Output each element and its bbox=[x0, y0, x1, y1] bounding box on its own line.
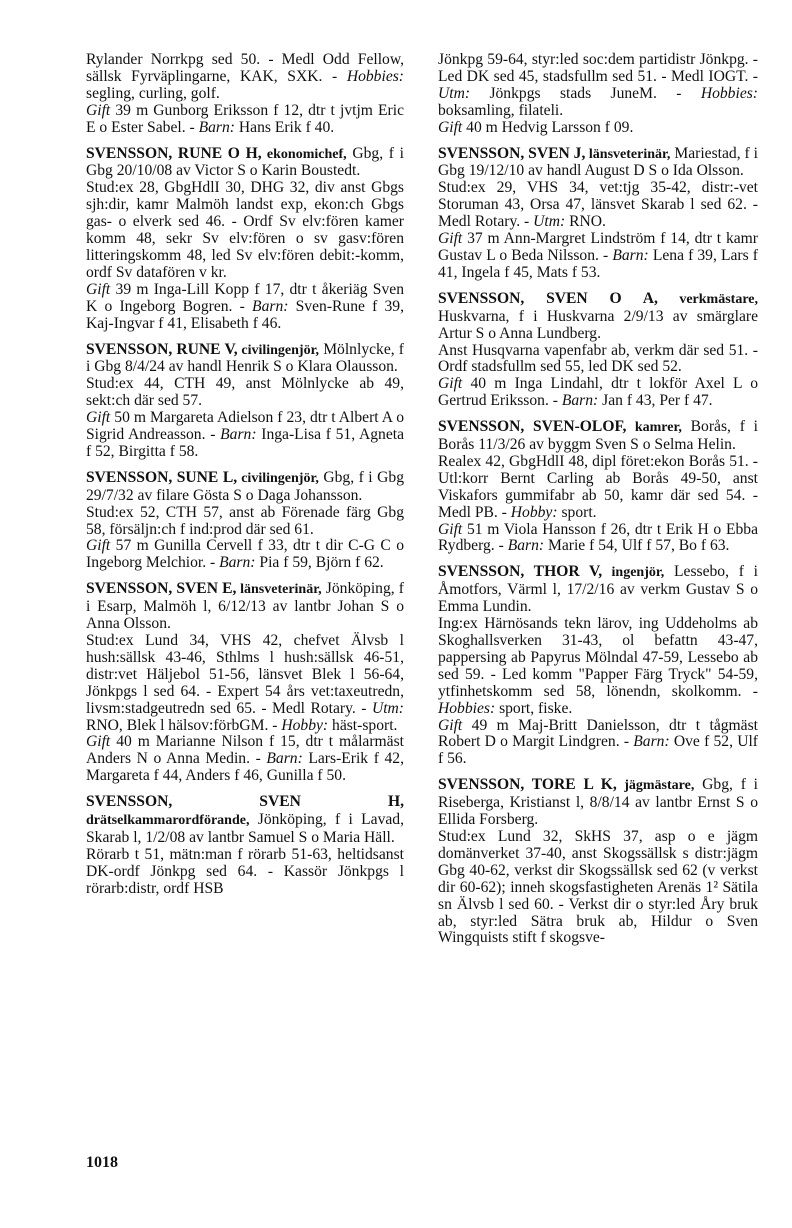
entry-name: SVENSSON, SVEN J, bbox=[438, 144, 586, 162]
barn-label: Barn: bbox=[219, 554, 256, 572]
entry-birth: Jönköping, f i Lavad, Skarab l, 1/2/08 av lantbr Samuel S o Maria Häll. bbox=[86, 811, 404, 846]
gift-label: Gift bbox=[86, 733, 111, 751]
entry-career: Stud:ex 44, CTH 49, anst Mölnlycke ab 49, sekt:ch där sed 57. bbox=[86, 375, 404, 410]
left-column bbox=[86, 52, 404, 907]
gift-text: 40 m Hedvig Larsson f 09. bbox=[462, 118, 634, 136]
entry-name: SVENSSON, SVEN O A, bbox=[438, 289, 658, 307]
utm-label: Utm: bbox=[438, 84, 471, 102]
entry-career: Stud:ex 29, VHS 34, vet:tjg 35-42, distr:-vet Storuman 43, Orsa 47, länsvet Skarab l sed 62. - Medl Rotary. - bbox=[438, 179, 758, 231]
entry-birth: Gbg, f i Gbg 20/10/08 av Victor S o Karin Boustedt. bbox=[86, 144, 404, 180]
entry-birth: Jönköping, f i Esarp, Malmöh l, 6/12/13 av lantbr Johan S o Anna Olsson. bbox=[86, 580, 404, 633]
page-number: 1018 bbox=[86, 1154, 118, 1171]
gift-text: 37 m Ann-Margret Lindström f 14, dtr t kamr Gustav L o Beda Nilsson. - bbox=[438, 230, 758, 264]
entry-career: Realex 42, GbgHdlI 48, dipl föret:ekon Borås 51. - Utl:korr Bernt Carling ab Borås 49-50, anst Viskafors gummifabr ab 50, kamr där sed 54. - Medl PB. - bbox=[438, 452, 758, 521]
entry-sven-j bbox=[438, 146, 758, 282]
barn-text: Lena f 39, Lars f 41, Ingela f 45, Mats f 53. bbox=[438, 246, 758, 281]
gift-label: Gift bbox=[438, 375, 463, 393]
utm-label: Utm: bbox=[371, 699, 404, 717]
entry-birth: Gbg, f i Gbg 29/7/32 av filare Gösta S o Daga Johansson. bbox=[86, 468, 404, 504]
entry-name: SVENSSON, SVEN H, bbox=[86, 793, 404, 811]
entry-sven-h bbox=[86, 794, 404, 897]
barn-label: Barn: bbox=[633, 733, 670, 751]
gift-label: Gift bbox=[86, 101, 111, 119]
utm-text: Jönkpgs stads JuneM. - bbox=[470, 84, 701, 102]
barn-text: Sven-Rune f 39, Kaj-Ingvar f 41, Elisabeth f 46. bbox=[86, 297, 404, 332]
barn-text: Lars-Erik f 42, Margareta f 44, Anders f 46, Gunilla f 50. bbox=[86, 750, 404, 785]
entry-title: länsveterinär, bbox=[236, 582, 322, 598]
barn-text: Marie f 54, Ulf f 57, Bo f 63. bbox=[544, 537, 730, 555]
entry-title: civilingenjör, bbox=[237, 342, 320, 358]
entry-name: SVENSSON, SVEN-OLOF, bbox=[438, 418, 627, 436]
entry-birth: Lessebo, f i Åmotfors, Värml l, 17/2/16 av verkm Gustav S o Emma Lundin. bbox=[438, 563, 758, 616]
gift-text: 40 m Inga Lindahl, dtr t lokför Axel L o Gertrud Eriksson. - bbox=[438, 375, 758, 410]
entry-birth: Mariestad, f i Gbg 19/12/10 av handl August D S o Ida Olsson. bbox=[438, 144, 758, 180]
entry-career: Stud:ex Lund 34, VHS 42, chefvet Älvsb l hush:sällsk 43-46, Sthlms l hush:sällsk 46-51, distr:vet Häljebol 51-56, länsvet Blek l 56-64, Jönkpgs l sed 64. - Expert 54 års vet:taxeutredn, livsm:stadgeutredn sed 65. - Medl Rotary. - bbox=[86, 632, 404, 717]
gift-label: Gift bbox=[438, 520, 463, 538]
gift-text: 51 m Viola Hansson f 26, dtr t Erik H o Ebba Rydberg. - bbox=[438, 520, 758, 555]
hobby-text: sport. bbox=[557, 503, 597, 521]
entry-title: verkmästare, bbox=[657, 291, 758, 307]
entry-career: Stud:ex 28, GbgHdlI 30, DHG 32, div anst Gbgs sjh:dir, kamr Malmöh landst exp, ekon:ch Gbgs gas- o elverk sed 46. - Ordf Sv elv:fören kamer komm 48, sekr Sv elv:fören o sv gasv:fören litteringskomm 48, led Sv elv:fören debit:-komm, ordf Sv datafören v kr. bbox=[86, 179, 404, 281]
entry-title: civilingenjör, bbox=[237, 470, 319, 486]
entry-title: ekonomichef, bbox=[261, 146, 347, 162]
hobby-text: häst-sport. bbox=[328, 716, 398, 734]
entry-title: jägmästare, bbox=[616, 778, 695, 794]
barn-label: Barn: bbox=[198, 118, 235, 136]
hobbies-label: Hobbies: bbox=[700, 84, 758, 102]
entry-title: drätselkammarordförande, bbox=[86, 813, 250, 829]
entry-tore-l-k bbox=[438, 777, 758, 947]
entry-career: Ing:ex Härnösands tekn lärov, ing Uddeholms ab Skoghallsverken 31-43, ol befattn 43-47, pappersing ab Papyrus Mölndal 47-59, Lessebo ab sed 59. - Led komm "Papper Färg Tryck" 54-59, ytfinhetskomm sed 58, lönendn, skolkomm. - bbox=[438, 615, 758, 700]
entry-text: Jönkpg 59-64, styr:led soc:dem partidistr Jönkpg. - Led DK sed 45, stadsfullm sed 51. - Medl IOGT. - bbox=[438, 51, 758, 85]
gift-text: 39 m Gunborg Eriksson f 12, dtr t jvtjm Eric E o Ester Sabel. - bbox=[86, 101, 404, 136]
gift-label: Gift bbox=[86, 537, 111, 555]
gift-text: 49 m Maj-Britt Danielsson, dtr t tågmäst Robert D o Margit Lindgren. - bbox=[438, 716, 758, 751]
gift-text: 39 m Inga-Lill Kopp f 17, dtr t åkeriäg Sven K o Ingeborg Bogren. - bbox=[86, 280, 404, 315]
entry-thor-v bbox=[438, 564, 758, 768]
entry-birth: Borås, f i Borås 11/3/26 av byggm Sven S o Selma Helin. bbox=[438, 418, 759, 454]
barn-text: Ove f 52, Ulf f 56. bbox=[438, 733, 758, 768]
entry-name: SVENSSON, SVEN E, bbox=[86, 580, 237, 598]
hobbies-label: Hobbies: bbox=[346, 67, 404, 85]
gift-label: Gift bbox=[438, 118, 463, 136]
entry-career: Stud:ex 52, CTH 57, anst ab Förenade färg Gbg 58, försäljn:ch f ind:prod där sed 61. bbox=[86, 503, 404, 538]
barn-label: Barn: bbox=[612, 246, 649, 264]
utm-text: RNO, Blek l hälsov:förbGM. - bbox=[86, 716, 282, 734]
gift-label: Gift bbox=[438, 716, 463, 734]
entry-birth: Huskvarna, f i Huskvarna 2/9/13 av smärglare Artur S o Anna Lundberg. bbox=[438, 307, 758, 342]
entry-birth: Mölnlycke, f i Gbg 8/4/24 av handl Henrik S o Klara Olausson. bbox=[86, 340, 404, 376]
hobby-label: Hobby: bbox=[510, 503, 558, 521]
barn-label: Barn: bbox=[252, 297, 289, 315]
entry-name: SVENSSON, TORE L K, bbox=[438, 776, 617, 794]
hobbies-label: Hobbies: bbox=[438, 699, 496, 717]
entry-name: SVENSSON, THOR V, bbox=[438, 563, 603, 581]
hobbies-text: sport, fiske. bbox=[495, 699, 573, 717]
entry-text: Rylander Norrkpg sed 50. - Medl Odd Fellow, sällsk Fyrväplingarne, KAK, SXK. - bbox=[86, 51, 404, 85]
entry-title: kamrer, bbox=[626, 420, 682, 436]
barn-label: Barn: bbox=[561, 392, 599, 410]
entry-name: SVENSSON, RUNE V, bbox=[86, 340, 238, 358]
gift-label: Gift bbox=[86, 409, 111, 427]
barn-label: Barn: bbox=[266, 750, 303, 768]
entry-career: Rörarb t 51, mätn:man f rörarb 51-63, heltidsanst DK-ordf Jönkpg sed 64. - Kassör Jönkpgs l rörarb:distr, ordf HSB bbox=[86, 845, 404, 897]
entry-title: länsveterinär, bbox=[585, 146, 671, 162]
gift-text: 57 m Gunilla Cervell f 33, dtr t dir C-G C o Ingeborg Melchior. - bbox=[86, 537, 404, 572]
entry-birth: Gbg, f i Riseberga, Kristianst l, 8/8/14 av lantbr Ernst S o Ellida Forsberg. bbox=[438, 776, 759, 829]
gift-label: Gift bbox=[438, 230, 463, 248]
entry-sven-e bbox=[86, 581, 404, 785]
entry-career: Stud:ex Lund 32, SkHS 37, asp o e jägm domänverket 37-40, anst Skogssällsk s distr:jägm Gbg 40-62, verkst dir Skogssällsk sed 62 (v verkst dir 60-62); inneh skogsfastigheten Arenäs 1² Sätila sn Älvsb l sed 60. - Verkst dir o styr:led Åry bruk ab, styr:led Sätra bruk ab, Hildur o Sven Wingquists stift f skogsve- bbox=[438, 827, 758, 947]
hobbies-text: segling, curling, golf. bbox=[86, 84, 220, 102]
entry-sven-olof bbox=[438, 419, 758, 555]
entry-rune-v bbox=[86, 342, 404, 461]
hobby-label: Hobby: bbox=[281, 716, 329, 734]
barn-label: Barn: bbox=[507, 537, 545, 555]
gift-label: Gift bbox=[86, 280, 111, 298]
utm-label: Utm: bbox=[533, 213, 566, 231]
entry-sune-l bbox=[86, 470, 404, 572]
utm-text: RNO. bbox=[565, 213, 606, 231]
hobbies-text: boksamling, filateli. bbox=[438, 101, 564, 119]
barn-text: Jan f 43, Per f 47. bbox=[598, 392, 713, 410]
entry-title: ingenjör, bbox=[602, 565, 665, 581]
entry-name: SVENSSON, RUNE O H, bbox=[86, 144, 262, 162]
gift-text: 40 m Marianne Nilson f 15, dtr t målarmäst Anders N o Anna Medin. - bbox=[86, 733, 404, 768]
barn-text: Inga-Lisa f 51, Agneta f 52, Birgitta f 58. bbox=[86, 426, 405, 460]
entry-name: SVENSSON, SUNE L, bbox=[86, 468, 238, 486]
barn-text: Hans Erik f 40. bbox=[234, 118, 335, 136]
entry-sven-o-a bbox=[438, 291, 758, 410]
entry-continuation-right bbox=[438, 52, 758, 137]
entry-continuation-left bbox=[86, 52, 404, 137]
barn-label: Barn: bbox=[220, 426, 257, 444]
right-column bbox=[438, 52, 758, 956]
gift-text: 50 m Margareta Adielson f 23, dtr t Albert A o Sigrid Andreasson. - bbox=[86, 409, 404, 444]
entry-career: Anst Husqvarna vapenfabr ab, verkm där sed 51. - Ordf stadsfullm sed 55, led DK sed 52. bbox=[438, 341, 758, 376]
entry-rune-o-h bbox=[86, 146, 404, 333]
barn-text: Pia f 59, Björn f 62. bbox=[255, 554, 384, 572]
